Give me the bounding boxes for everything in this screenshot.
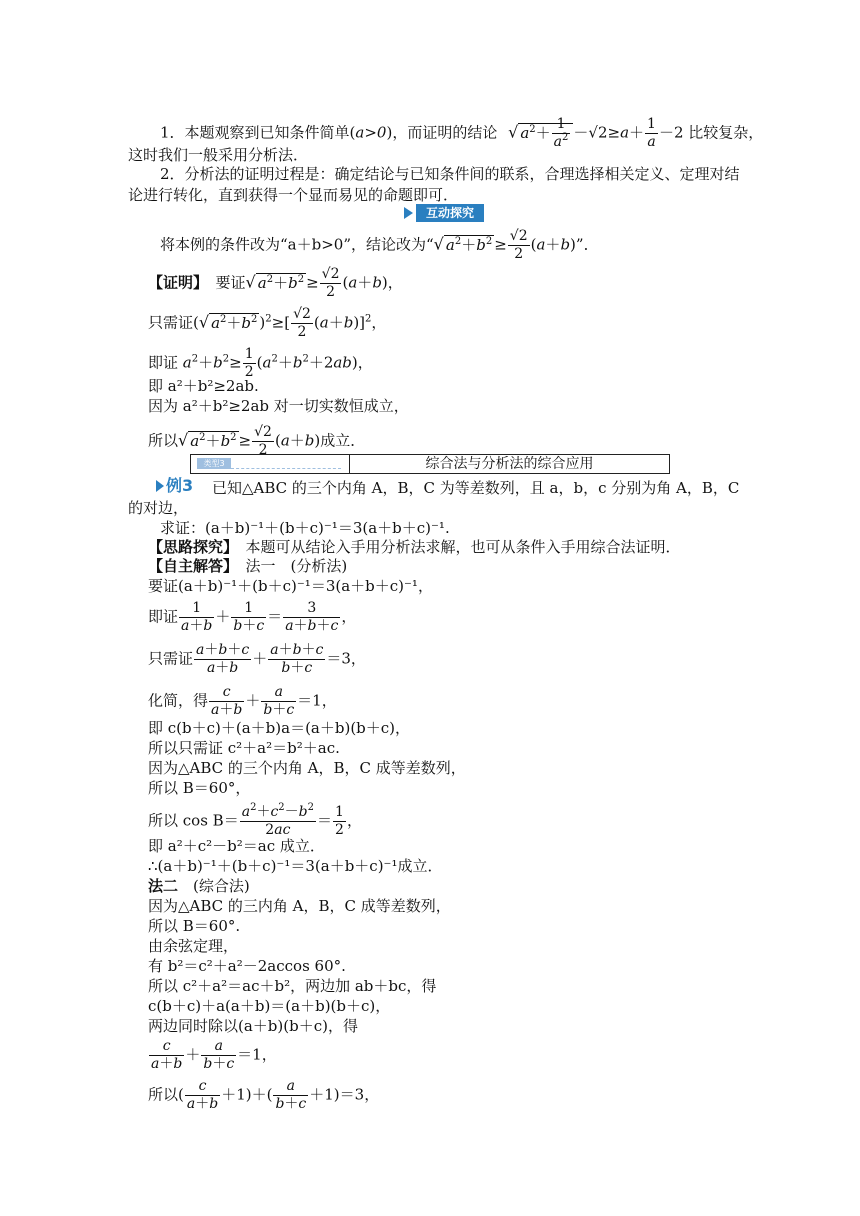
para-1-line-2: 这时我们一般采用分析法．: [128, 146, 309, 164]
example-line-2: 的对边，: [128, 499, 189, 517]
proof-line-1: 【证明】 要证√ $a^2+b^2$ ≥ $\frac{√2}{2}$ (a＋b)，: [148, 266, 403, 300]
m2-line-9: 所以( $\frac{c}{a+b}$ ＋1)＋( $\frac{a}{b+c}$ ＋1)＝3，: [148, 1078, 380, 1112]
text-span: 1．本题观察到已知条件简单(: [160, 123, 356, 142]
m1-line-9: 所以 cos B＝ $\frac{a^2+c^2-b^2}{2ac}$ ＝ $\frac{1}{2}$ ，: [148, 802, 362, 838]
example-tag: [156, 476, 200, 496]
text-span: 本题可从结论入手用分析法求解，也可从条件入手用综合法证明．: [245, 538, 681, 556]
text-span: 所以(: [148, 1085, 184, 1104]
example-label: 例3: [166, 476, 194, 495]
m1-line-5: 即 c(b＋c)＋(a＋b)a＝(a＋b)(b＋c)，: [148, 719, 411, 737]
type-tag: 类型3: [197, 458, 231, 469]
text-span: 所以 cos B＝: [148, 811, 239, 830]
section-title: 综合法与分析法的综合应用: [425, 456, 594, 472]
play-icon: [404, 207, 413, 219]
m2-line-6: c(b＋c)＋a(a＋b)＝(a＋b)(b＋c)，: [148, 997, 391, 1015]
m2-title: 法二: [148, 877, 179, 895]
m2-line-3: 由余弦定理，: [148, 937, 239, 955]
text-span: )，而证明的结论: [386, 123, 498, 142]
solve-label: 【自主解答】: [148, 557, 231, 575]
text-span: 法一 (分析法): [245, 557, 348, 575]
m1-line-6: 所以只需证 c²＋a²＝b²＋ac.: [148, 739, 340, 757]
banner-label: 互动探究: [416, 204, 484, 222]
condition: a>0: [355, 123, 387, 142]
text-span: 比较复杂，: [688, 123, 764, 142]
proof-line-2: 只需证(√ $a^2+b^2$ )$^2$≥[ $\frac{√2}{2}$ (a＋b)]$^2$，: [148, 306, 387, 340]
para-2-line-1: 2．分析法的证明过程是：确定结论与已知条件间的联系，合理选择相关定义、定理对结: [160, 165, 740, 183]
example-prove: 求证：(a＋b)⁻¹＋(b＋c)⁻¹＝3(a＋b＋c)⁻¹.: [160, 519, 450, 537]
m1-line-10: 即 a²＋c²－b²＝ac 成立．: [148, 837, 325, 855]
text-span: 只需证: [148, 649, 194, 668]
explore-line: 将本例的条件改为“a＋b>0”，结论改为“√ $a^2+b^2$ ≥ $\frac{√2}{2}$ (a＋b)”．: [160, 228, 599, 262]
type-tag-cell: [191, 455, 350, 473]
m1-line-1: 要证(a＋b)⁻¹＋(b＋c)⁻¹＝3(a＋b＋c)⁻¹，: [148, 577, 433, 595]
text-span: 将本例的条件改为“a＋b>0”，结论改为“: [160, 235, 434, 254]
section-type-bar: [190, 454, 670, 474]
m2-line-1: 因为△ABC 的三内角 A，B，C 成等差数列，: [148, 897, 451, 915]
think-line: [148, 537, 681, 557]
text-span: 所以: [148, 431, 179, 450]
m2-line-7: 两边同时除以(a＋b)(b＋c)，得: [148, 1017, 358, 1035]
text-span: 化简，得: [148, 691, 209, 710]
para-2-line-2: 论进行转化，直到获得一个显而易见的命题即可．: [128, 186, 459, 204]
example-line-1: 已知△ABC 的三个内角 A，B，C 为等差数列，且 a，b，c 分别为角 A，B，C: [212, 479, 740, 497]
proof-line-6: 所以√ $a^2+b^2$ ≥ $\frac{√2}{2}$ (a＋b)成立．: [148, 424, 366, 458]
text-span: (综合法): [193, 877, 250, 895]
m2-line-8: $\frac{c}{a+b}$ ＋ $\frac{a}{b+c}$ ＝1，: [151, 1038, 277, 1072]
text-span: 成立．: [320, 431, 366, 450]
m2-line-2: 所以 B＝60°.: [148, 917, 241, 935]
proof-line-3: 即证 $a^2+b^2\ge$ $\frac{1}{2}$ $(a^2+b^2+2ab)$，: [148, 346, 373, 380]
proof-label: 【证明】: [148, 273, 201, 292]
text-span: 即证: [148, 607, 179, 626]
m1-line-11: ∴(a＋b)⁻¹＋(b＋c)⁻¹＝3(a＋b＋c)⁻¹成立．: [148, 857, 443, 875]
text-span: 只需证: [148, 313, 194, 332]
m1-line-4: 化简，得 $\frac{c}{a+b}$ ＋ $\frac{a}{b+c}$ ＝1，: [148, 684, 337, 718]
text-span: 要证: [215, 273, 246, 292]
think-label: 【思路探究】: [148, 538, 231, 556]
proof-line-5: 因为 a²＋b²≥2ab 对一切实数恒成立，: [148, 397, 409, 415]
text-span: ”．: [575, 235, 599, 254]
m1-line-2: 即证 $\frac{1}{a+b}$ ＋ $\frac{1}{b+c}$ ＝ $\frac{3}{a+b+c}$ ，: [148, 600, 357, 634]
solve-line: [148, 556, 347, 576]
m2-line-4: 有 b²＝c²＋a²－2accos 60°.: [148, 957, 346, 975]
text-span: 即证: [148, 353, 179, 372]
proof-line-4: 即 a²＋b²≥2ab.: [148, 377, 259, 395]
m2-line-5: 所以 c²＋a²＝ac＋b²，两边加 ab＋bc，得: [148, 977, 437, 995]
formula-conclusion: √ $a^2+$ $\frac{1}{a^2}$ －√2≥a＋ $\frac{1}{a}$ －2: [508, 116, 684, 150]
m1-line-3: 只需证 $\frac{a+b+c}{a+b}$ ＋ $\frac{a+b+c}{b+c}$ ＝3，: [148, 642, 366, 676]
m2-title-line: [148, 876, 250, 896]
m1-line-8: 所以 B＝60°，: [148, 779, 251, 797]
arrow-line: [231, 468, 341, 469]
interactive-explore-banner: [404, 204, 486, 222]
m1-line-7: 因为△ABC 的三个内角 A，B，C 成等差数列，: [148, 759, 466, 777]
play-icon: [156, 480, 164, 492]
